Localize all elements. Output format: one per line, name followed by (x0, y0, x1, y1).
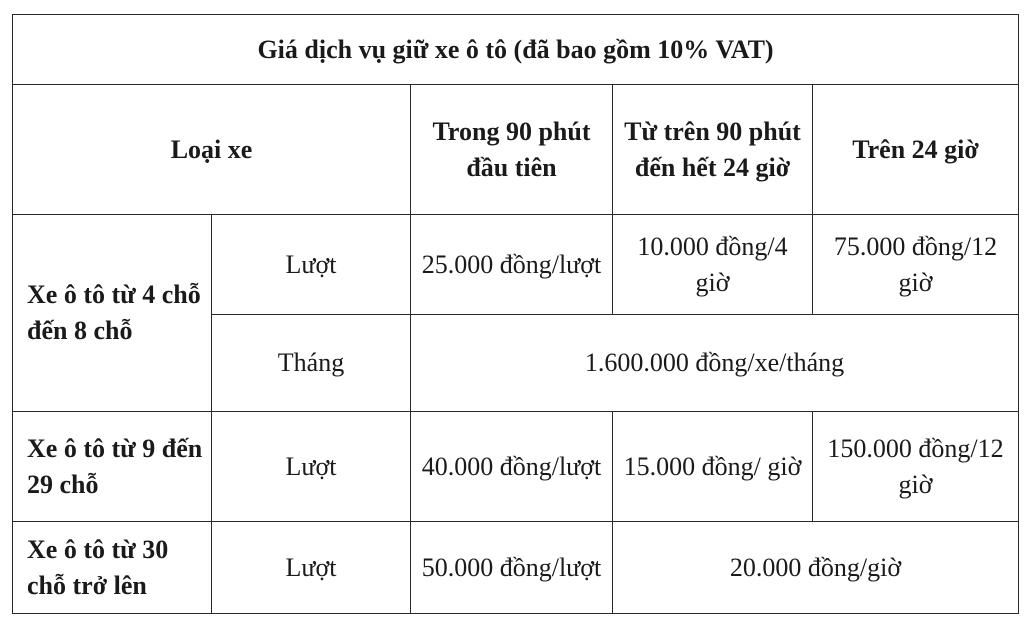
title-row (13, 15, 1019, 85)
price-cell: 40.000 đồng/lượt (411, 412, 613, 522)
table-row (13, 215, 1019, 315)
vehicle-9-29-seats: Xe ô tô từ 9 đến 29 chỗ (13, 412, 212, 522)
price-cell: 50.000 đồng/lượt (411, 522, 613, 614)
table-row (13, 412, 1019, 522)
header-90-min-to-24h: Từ trên 90 phút đến hết 24 giờ (613, 85, 813, 215)
header-row (13, 85, 1019, 215)
vehicle-4-8-seats: Xe ô tô từ 4 chỗ đến 8 chỗ (13, 215, 212, 412)
vehicle-30-plus-seats: Xe ô tô từ 30 chỗ trở lên (13, 522, 212, 614)
parking-price-table (12, 14, 1019, 614)
table-title: Giá dịch vụ giữ xe ô tô (đã bao gồm 10% VAT) (13, 15, 1019, 85)
turn-label: Lượt (212, 522, 411, 614)
price-cell: 15.000 đồng/ giờ (613, 412, 813, 522)
price-cell: 150.000 đồng/12 giờ (813, 412, 1019, 522)
price-cell: 25.000 đồng/lượt (411, 215, 613, 315)
monthly-price-cell: 1.600.000 đồng/xe/tháng (411, 315, 1019, 412)
price-cell: 20.000 đồng/giờ (613, 522, 1019, 614)
header-over-24h: Trên 24 giờ (813, 85, 1019, 215)
turn-label: Lượt (212, 412, 411, 522)
price-cell: 10.000 đồng/4 giờ (613, 215, 813, 315)
turn-label: Lượt (212, 215, 411, 315)
price-cell: 75.000 đồng/12 giờ (813, 215, 1019, 315)
header-first-90-min: Trong 90 phút đầu tiên (411, 85, 613, 215)
month-label: Tháng (212, 315, 411, 412)
header-vehicle-type: Loại xe (13, 85, 411, 215)
table-row (13, 522, 1019, 614)
